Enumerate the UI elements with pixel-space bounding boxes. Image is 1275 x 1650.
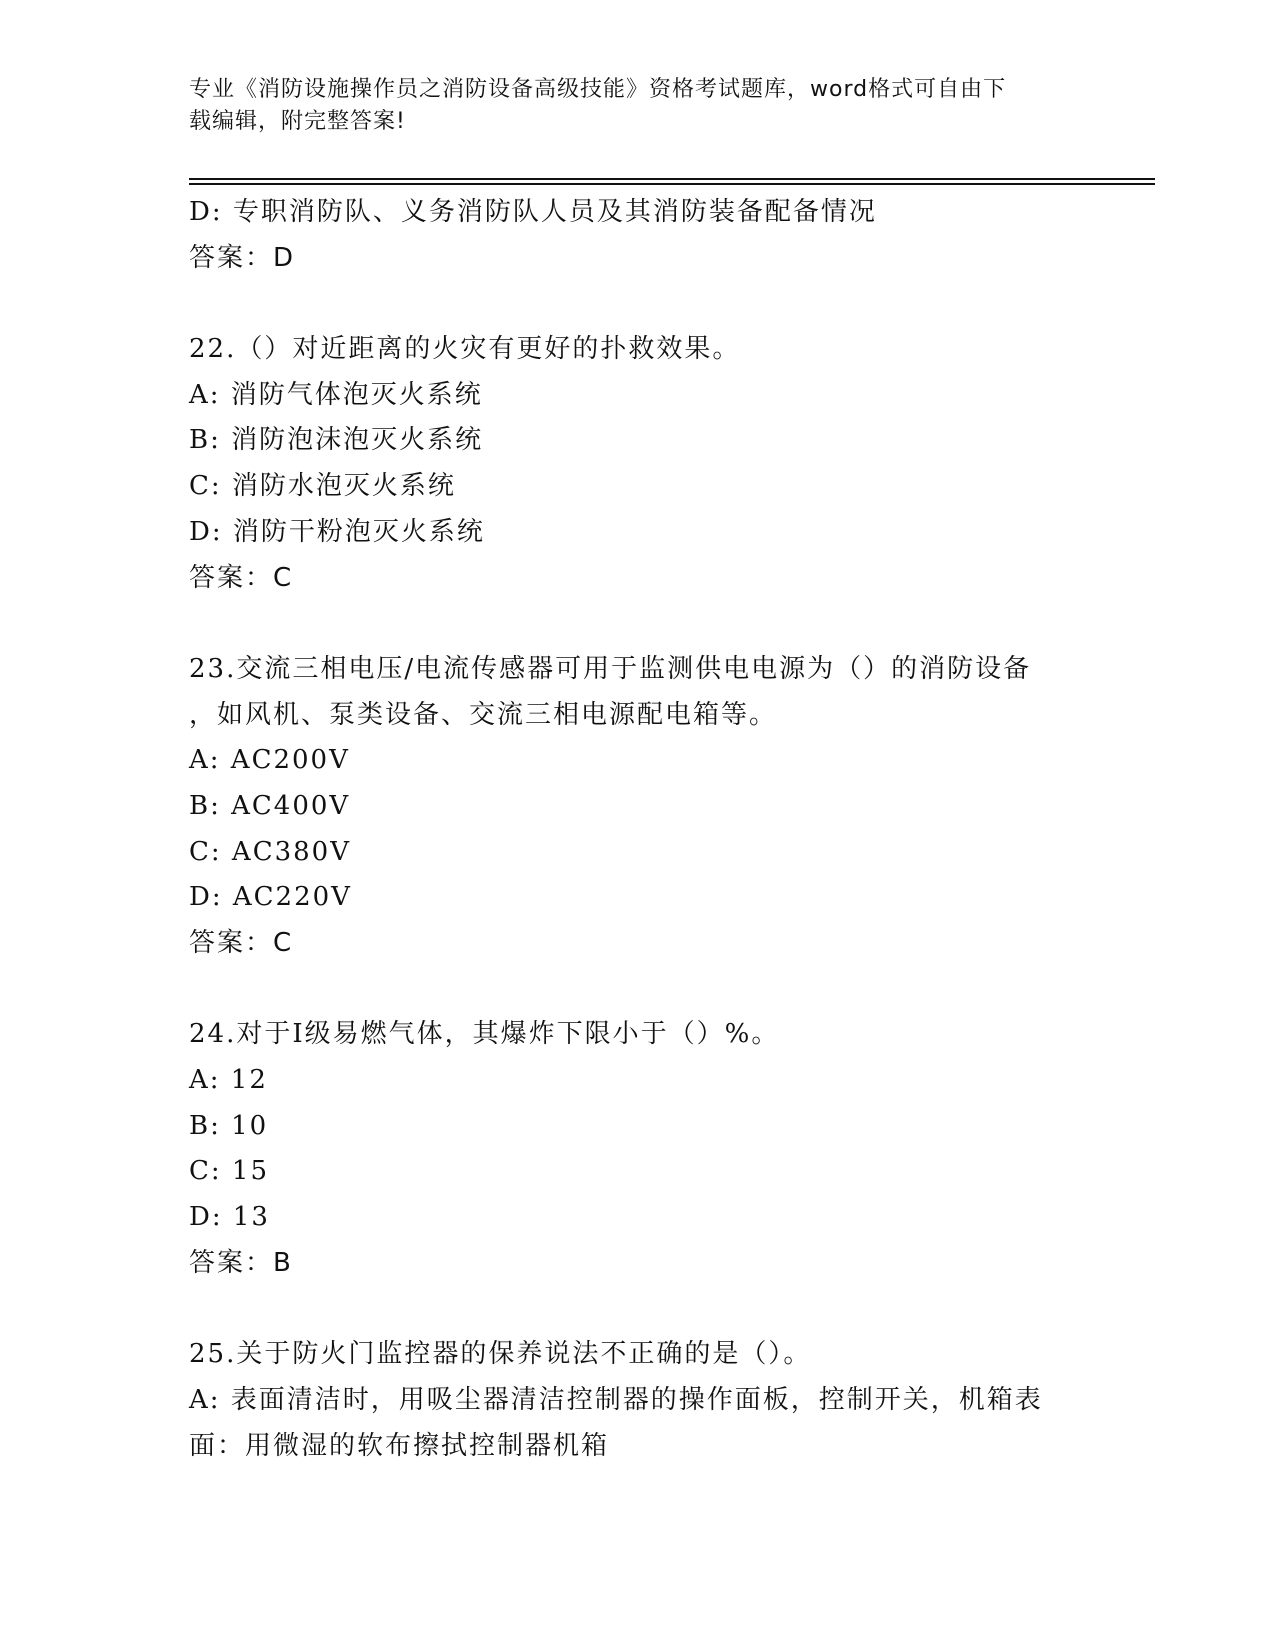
answer: 答案：B — [189, 1247, 293, 1278]
option-d: D: 消防干粉泡灭火系统 — [189, 516, 485, 547]
fragment-answer: 答案：D — [189, 242, 296, 273]
option-a: A: 消防气体泡灭火系统 — [189, 379, 483, 410]
question-stem: 22.（）对近距离的火灾有更好的扑救效果。 — [189, 334, 741, 365]
header-line-2: 载编辑，附完整答案! — [189, 109, 406, 134]
option-d: D: 13 — [189, 1202, 270, 1233]
spacer — [189, 1287, 1089, 1333]
option-a: A: 表面清洁时，用吸尘器清洁控制器的操作面板，控制开关，机箱表 — [189, 1384, 1043, 1415]
question-stem-continued: ，如风机、泵类设备、交流三相电源配电箱等。 — [189, 699, 778, 730]
spacer — [189, 967, 1089, 1013]
fragment-option-d: D: 专职消防队、义务消防队人员及其消防装备配备情况 — [189, 197, 877, 227]
spacer — [189, 281, 1089, 327]
option-b: B: 消防泡沫泡灭火系统 — [189, 425, 484, 456]
header-line-1: 专业《消防设施操作员之消防设备高级技能》资格考试题库，word格式可自由下 — [189, 77, 1007, 102]
option-a: A: 12 — [189, 1065, 268, 1096]
question-25 — [189, 1332, 1089, 1469]
question-stem: 23.交流三相电压/电流传感器可用于监测供电电源为（）的消防设备 — [189, 653, 1032, 684]
option-b: B: AC400V — [189, 790, 351, 821]
header-divider-top — [189, 178, 1155, 180]
answer: 答案：C — [189, 928, 294, 958]
document-header — [189, 74, 1069, 138]
question-24 — [189, 1012, 1089, 1286]
spacer — [189, 601, 1089, 647]
question-23 — [189, 647, 1089, 967]
option-c: C: AC380V — [189, 836, 351, 867]
question-stem: 25.关于防火门监控器的保养说法不正确的是（）。 — [189, 1339, 812, 1370]
header-divider-bottom — [189, 183, 1155, 185]
option-c: C: 15 — [189, 1156, 270, 1187]
option-c: C: 消防水泡灭火系统 — [189, 471, 456, 502]
question-content — [189, 190, 1089, 1469]
answer: 答案：C — [189, 562, 294, 593]
question-22 — [189, 327, 1089, 601]
option-a-continued: 面：用微湿的软布擦拭控制器机箱 — [189, 1430, 610, 1461]
option-a: A: AC200V — [189, 745, 350, 776]
option-d: D: AC220V — [189, 882, 352, 913]
question-stem: 24.对于Ⅰ级易燃气体，其爆炸下限小于（）%。 — [189, 1019, 780, 1050]
option-b: B: 10 — [189, 1110, 269, 1141]
